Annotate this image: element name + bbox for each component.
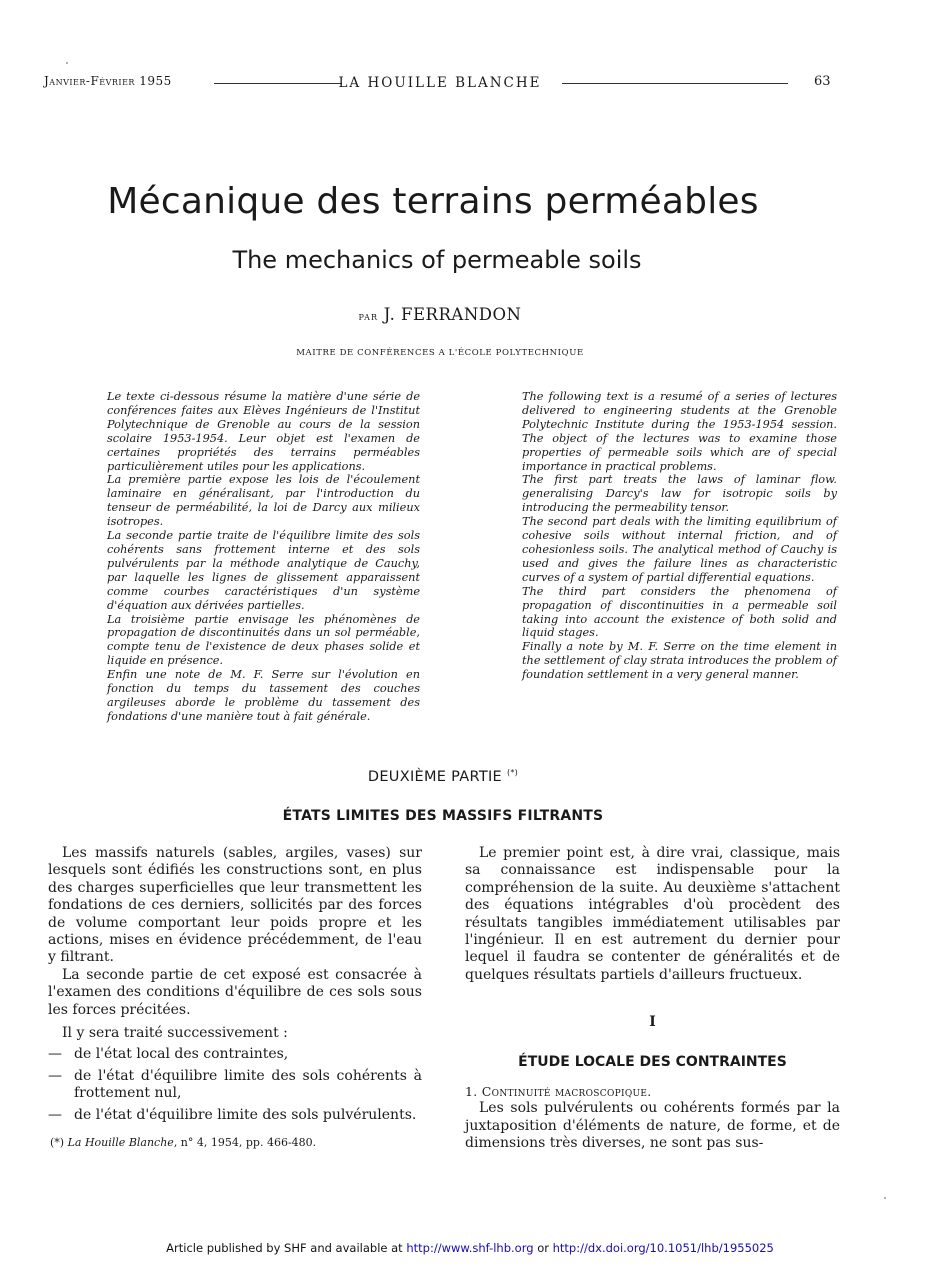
footnote-mark: (*) xyxy=(50,1136,65,1150)
running-header xyxy=(44,72,834,92)
author-line xyxy=(0,305,880,324)
author-prefix: par xyxy=(358,309,378,323)
part-heading xyxy=(0,768,886,785)
abstract-fr-paragraph: Le texte ci-dessous résume la matière d'une série de conférences faites aux Elèves Ingénieurs de l'Institut Polytechnique de Grenoble au cours de la session scolaire 1953-1954. Leur objet est l'examen de certaines propriétés des terrains perméables particulièrement utiles pour les applications. xyxy=(107,390,420,473)
abstract-fr-paragraph: La troisième partie envisage les phénomènes de propagation de discontinuités dans un sol perméable, compte tenu de l'existence de deux phases solide et liquide en présence. xyxy=(107,612,420,668)
doi-link[interactable]: http://dx.doi.org/10.1051/lhb/1955025 xyxy=(552,1241,774,1255)
abstract-french xyxy=(107,390,420,724)
body-paragraph: Les sols pulvérulents ou cohérents formés par la juxtaposition d'éléments de nature, de forme, et de dimensions très diverses, ne sont pas sus- xyxy=(465,1100,840,1152)
publisher-link[interactable]: http://www.shf-lhb.org xyxy=(406,1241,534,1255)
list-item: — de l'état d'équilibre limite des sols pulvérulents. xyxy=(48,1106,417,1123)
abstract-en-paragraph: The following text is a resumé of a series of lectures delivered to engineering students at the Grenoble Polytechnic Institute during the 1953-1954 session. The object of the lectures was to examine those properties of permeable soils which are of special importance in practical problems. xyxy=(522,390,837,473)
header-rule-left xyxy=(214,83,342,84)
section-title: ÉTUDE LOCALE DES CONTRAINTES xyxy=(518,1053,787,1070)
topic-list xyxy=(48,1046,422,1124)
body-paragraph: La seconde partie de cet exposé est consacrée à l'examen des conditions d'équilibre de ces sols sous les forces précitées. xyxy=(48,966,422,1018)
body-column-right xyxy=(465,845,840,1153)
section-number: I xyxy=(649,1014,656,1031)
list-item: — de l'état local des contraintes, xyxy=(48,1046,289,1063)
footnote-source: La Houille Blanche xyxy=(67,1136,174,1150)
footnote-reference: (*) xyxy=(506,768,519,777)
abstract-fr-paragraph: La seconde partie traite de l'équilibre limite des sols cohérents sans frottement interne et des sols pulvérulents par la méthode analytique de Cauchy, par laquelle les lignes de glissement apparaissent comme courbes caractéristiques d'un système d'équation aux dérivées partielles. xyxy=(107,529,420,612)
author-affiliation: MAITRE DE CONFÉRENCES A L'ÉCOLE POLYTECHNIQUE xyxy=(296,348,584,358)
scan-speck xyxy=(884,1197,886,1199)
journal-name: LA HOUILLE BLANCHE xyxy=(338,75,542,91)
body-paragraph: Le premier point est, à dire vrai, classique, mais sa connaissance est indispensable pour la compréhension de la suite. Au deuxième s'attachent des équations intégrables d'où procèdent des résultats tangibles immédiatement utilisables par l'ingénieur. Il en est autrement du dernier pour lequel il faudra se contenter de généralités et de quelques résultats partiels d'ailleurs fructueux. xyxy=(465,845,840,983)
abstract-en-paragraph: The third part considers the phenomena of propagation of discontinuities in a permeable soil taking into account the existence of both solid and liquid stages. xyxy=(522,584,837,640)
body-paragraph: Il y sera traité successivement : xyxy=(62,1025,288,1042)
body-column-left xyxy=(48,845,422,1152)
author-name: J. FERRANDON xyxy=(383,305,522,324)
part-heading-text: DEUXIÈME PARTIE xyxy=(367,768,503,785)
publication-notice: Article published by SHF and available at http://www.shf-lhb.org or http://dx.doi.org/10.1051/lhb/1955025 xyxy=(166,1241,774,1255)
abstract-english xyxy=(522,390,837,682)
header-rule-right xyxy=(562,83,788,84)
abstract-en-paragraph: The first part treats the laws of laminar flow. generalising Darcy's law for isotropic soils by introducing the permeability tensor. xyxy=(522,473,837,515)
page-number: 63 xyxy=(814,74,831,89)
abstract-en-paragraph: The second part deals with the limiting equilibrium of cohesive soils without internal friction, and of cohesionless soils. The analytical method of Cauchy is used and gives the failure lines as characteristic curves of a system of partial differential equations. xyxy=(522,515,837,584)
list-item: — de l'état d'équilibre limite des sols cohérents à frottement nul, xyxy=(48,1067,422,1102)
issue-date: Janvier-Février 1955 xyxy=(44,74,172,88)
article-title: Mécanique des terrains perméables xyxy=(107,181,759,222)
article-subtitle: The mechanics of permeable soils xyxy=(232,246,642,274)
part-title: ÉTATS LIMITES DES MASSIFS FILTRANTS xyxy=(282,808,604,824)
footnote-citation: , n° 4, 1954, pp. 466-480. xyxy=(173,1136,317,1150)
footnote xyxy=(48,1134,422,1151)
scan-speck xyxy=(66,62,68,64)
abstract-fr-paragraph: La première partie expose les lois de l'écoulement laminaire en généralisant, par l'introduction du tenseur de perméabilité, la loi de Darcy aux milieux isotropes. xyxy=(107,473,420,529)
abstract-fr-paragraph: Enfin une note de M. F. Serre sur l'évolution en fonction du temps du tassement des couches argileuses aborde le problème du tassement des fondations d'une manière tout à fait générale. xyxy=(107,668,420,723)
abstract-en-paragraph: Finally a note by M. F. Serre on the time element in the settlement of clay strata introduces the problem of foundation settlement in a very general manner. xyxy=(522,640,837,682)
body-paragraph: Les massifs naturels (sables, argiles, vases) sur lesquels sont édifiés les constructions sont, en plus des charges superficielles que leur transmettent les fondations de ces derniers, sollicités par des forces de volume comportant leur poids propre et les actions, mises en évidence précédemment, de l'eau y filtrant. xyxy=(48,845,422,966)
subsection-title: 1. Continuité macroscopique. xyxy=(465,1084,652,1100)
